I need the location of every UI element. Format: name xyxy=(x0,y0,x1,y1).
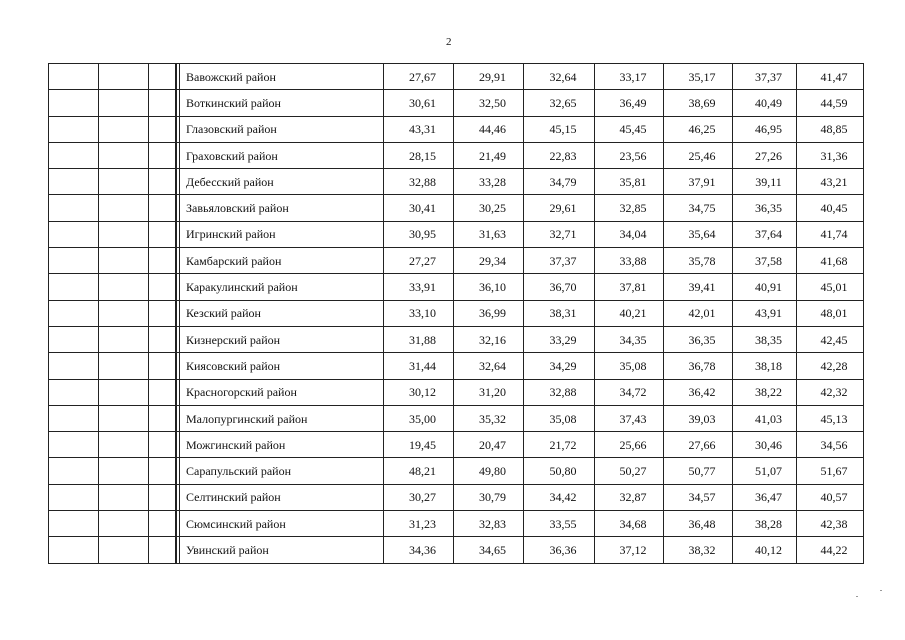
value-cell: 21,72 xyxy=(524,432,595,458)
blank-cell-c xyxy=(149,195,176,221)
scan-speck xyxy=(856,596,858,597)
value-cell: 45,45 xyxy=(595,116,664,142)
data-table xyxy=(48,63,864,564)
value-cell: 37,37 xyxy=(524,248,595,274)
district-name-cell: Камбарский район xyxy=(180,248,384,274)
value-cell: 33,17 xyxy=(595,64,664,90)
value-cell: 44,59 xyxy=(797,90,864,116)
value-cell: 30,95 xyxy=(384,221,454,247)
blank-cell-b xyxy=(99,142,149,168)
value-cell: 46,95 xyxy=(733,116,797,142)
blank-cell-a xyxy=(49,274,99,300)
value-cell: 42,28 xyxy=(797,353,864,379)
value-cell: 36,36 xyxy=(524,537,595,563)
district-name-cell: Киясовский район xyxy=(180,353,384,379)
value-cell: 40,57 xyxy=(797,484,864,510)
value-cell: 35,17 xyxy=(664,64,733,90)
blank-cell-c xyxy=(149,90,176,116)
blank-cell-c xyxy=(149,379,176,405)
value-cell: 37,64 xyxy=(733,221,797,247)
value-cell: 36,78 xyxy=(664,353,733,379)
value-cell: 30,41 xyxy=(384,195,454,221)
value-cell: 35,78 xyxy=(664,248,733,274)
value-cell: 31,88 xyxy=(384,326,454,352)
blank-cell-b xyxy=(99,432,149,458)
value-cell: 22,83 xyxy=(524,142,595,168)
value-cell: 34,35 xyxy=(595,326,664,352)
table-row xyxy=(49,537,864,563)
value-cell: 31,63 xyxy=(454,221,524,247)
blank-cell-a xyxy=(49,353,99,379)
blank-cell-a xyxy=(49,195,99,221)
district-name-cell: Сюмсинский район xyxy=(180,511,384,537)
table-row xyxy=(49,379,864,405)
table-row xyxy=(49,90,864,116)
value-cell: 31,44 xyxy=(384,353,454,379)
value-cell: 40,21 xyxy=(595,300,664,326)
district-name-cell: Глазовский район xyxy=(180,116,384,142)
value-cell: 27,66 xyxy=(664,432,733,458)
value-cell: 32,65 xyxy=(524,90,595,116)
value-cell: 40,91 xyxy=(733,274,797,300)
value-cell: 32,88 xyxy=(524,379,595,405)
blank-cell-c xyxy=(149,116,176,142)
blank-cell-c xyxy=(149,300,176,326)
table-row xyxy=(49,458,864,484)
value-cell: 34,79 xyxy=(524,169,595,195)
blank-cell-b xyxy=(99,274,149,300)
value-cell: 30,12 xyxy=(384,379,454,405)
district-name-cell: Кезский район xyxy=(180,300,384,326)
value-cell: 39,41 xyxy=(664,274,733,300)
value-cell: 48,21 xyxy=(384,458,454,484)
value-cell: 33,91 xyxy=(384,274,454,300)
value-cell: 40,49 xyxy=(733,90,797,116)
value-cell: 39,03 xyxy=(664,405,733,431)
district-name-cell: Дебесский район xyxy=(180,169,384,195)
value-cell: 34,56 xyxy=(797,432,864,458)
value-cell: 32,85 xyxy=(595,195,664,221)
value-cell: 34,36 xyxy=(384,537,454,563)
blank-cell-a xyxy=(49,64,99,90)
value-cell: 34,29 xyxy=(524,353,595,379)
value-cell: 38,18 xyxy=(733,353,797,379)
value-cell: 51,07 xyxy=(733,458,797,484)
blank-cell-c xyxy=(149,511,176,537)
value-cell: 37,81 xyxy=(595,274,664,300)
table-row xyxy=(49,405,864,431)
table-row xyxy=(49,484,864,510)
value-cell: 41,74 xyxy=(797,221,864,247)
value-cell: 19,45 xyxy=(384,432,454,458)
table-row xyxy=(49,169,864,195)
blank-cell-a xyxy=(49,90,99,116)
value-cell: 49,80 xyxy=(454,458,524,484)
value-cell: 25,66 xyxy=(595,432,664,458)
value-cell: 36,42 xyxy=(664,379,733,405)
value-cell: 33,29 xyxy=(524,326,595,352)
blank-cell-b xyxy=(99,248,149,274)
value-cell: 44,22 xyxy=(797,537,864,563)
table-row xyxy=(49,195,864,221)
value-cell: 31,20 xyxy=(454,379,524,405)
blank-cell-b xyxy=(99,405,149,431)
blank-cell-a xyxy=(49,484,99,510)
value-cell: 34,68 xyxy=(595,511,664,537)
value-cell: 42,01 xyxy=(664,300,733,326)
value-cell: 42,38 xyxy=(797,511,864,537)
value-cell: 27,26 xyxy=(733,142,797,168)
value-cell: 32,64 xyxy=(454,353,524,379)
table-row xyxy=(49,221,864,247)
value-cell: 46,25 xyxy=(664,116,733,142)
value-cell: 38,35 xyxy=(733,326,797,352)
value-cell: 27,27 xyxy=(384,248,454,274)
value-cell: 38,69 xyxy=(664,90,733,116)
district-name-cell: Завьяловский район xyxy=(180,195,384,221)
value-cell: 37,58 xyxy=(733,248,797,274)
district-name-cell: Увинский район xyxy=(180,537,384,563)
value-cell: 35,32 xyxy=(454,405,524,431)
blank-cell-c xyxy=(149,458,176,484)
blank-cell-a xyxy=(49,116,99,142)
blank-cell-c xyxy=(149,64,176,90)
blank-cell-a xyxy=(49,169,99,195)
blank-cell-c xyxy=(149,274,176,300)
value-cell: 36,99 xyxy=(454,300,524,326)
district-name-cell: Малопургинский район xyxy=(180,405,384,431)
blank-cell-b xyxy=(99,116,149,142)
value-cell: 32,71 xyxy=(524,221,595,247)
blank-cell-c xyxy=(149,432,176,458)
value-cell: 32,87 xyxy=(595,484,664,510)
value-cell: 21,49 xyxy=(454,142,524,168)
value-cell: 50,77 xyxy=(664,458,733,484)
value-cell: 40,12 xyxy=(733,537,797,563)
value-cell: 41,68 xyxy=(797,248,864,274)
value-cell: 41,03 xyxy=(733,405,797,431)
value-cell: 34,57 xyxy=(664,484,733,510)
district-name-cell: Игринский район xyxy=(180,221,384,247)
blank-cell-a xyxy=(49,511,99,537)
table-row xyxy=(49,142,864,168)
value-cell: 36,10 xyxy=(454,274,524,300)
blank-cell-a xyxy=(49,248,99,274)
value-cell: 37,12 xyxy=(595,537,664,563)
value-cell: 36,48 xyxy=(664,511,733,537)
blank-cell-a xyxy=(49,326,99,352)
value-cell: 39,11 xyxy=(733,169,797,195)
value-cell: 40,45 xyxy=(797,195,864,221)
district-name-cell: Воткинский район xyxy=(180,90,384,116)
district-name-cell: Можгинский район xyxy=(180,432,384,458)
blank-cell-c xyxy=(149,484,176,510)
value-cell: 29,34 xyxy=(454,248,524,274)
value-cell: 33,28 xyxy=(454,169,524,195)
scan-speck xyxy=(880,590,882,591)
blank-cell-a xyxy=(49,537,99,563)
district-name-cell: Кизнерский район xyxy=(180,326,384,352)
blank-cell-b xyxy=(99,458,149,484)
blank-cell-a xyxy=(49,142,99,168)
table-body xyxy=(49,64,864,564)
value-cell: 45,13 xyxy=(797,405,864,431)
value-cell: 30,79 xyxy=(454,484,524,510)
blank-cell-c xyxy=(149,537,176,563)
value-cell: 36,49 xyxy=(595,90,664,116)
value-cell: 30,61 xyxy=(384,90,454,116)
value-cell: 30,46 xyxy=(733,432,797,458)
value-cell: 48,85 xyxy=(797,116,864,142)
value-cell: 38,32 xyxy=(664,537,733,563)
value-cell: 43,91 xyxy=(733,300,797,326)
value-cell: 20,47 xyxy=(454,432,524,458)
value-cell: 41,47 xyxy=(797,64,864,90)
value-cell: 34,65 xyxy=(454,537,524,563)
value-cell: 38,28 xyxy=(733,511,797,537)
table-row xyxy=(49,300,864,326)
district-name-cell: Каракулинский район xyxy=(180,274,384,300)
value-cell: 32,88 xyxy=(384,169,454,195)
value-cell: 29,61 xyxy=(524,195,595,221)
value-cell: 31,23 xyxy=(384,511,454,537)
value-cell: 32,50 xyxy=(454,90,524,116)
district-name-cell: Вавожский район xyxy=(180,64,384,90)
blank-cell-b xyxy=(99,300,149,326)
value-cell: 51,67 xyxy=(797,458,864,484)
value-cell: 23,56 xyxy=(595,142,664,168)
value-cell: 33,88 xyxy=(595,248,664,274)
blank-cell-a xyxy=(49,300,99,326)
blank-cell-b xyxy=(99,221,149,247)
value-cell: 45,01 xyxy=(797,274,864,300)
table-row xyxy=(49,353,864,379)
value-cell: 29,91 xyxy=(454,64,524,90)
value-cell: 32,83 xyxy=(454,511,524,537)
value-cell: 42,32 xyxy=(797,379,864,405)
blank-cell-c xyxy=(149,221,176,247)
blank-cell-b xyxy=(99,511,149,537)
blank-cell-c xyxy=(149,405,176,431)
blank-cell-c xyxy=(149,353,176,379)
blank-cell-a xyxy=(49,432,99,458)
value-cell: 37,91 xyxy=(664,169,733,195)
value-cell: 31,36 xyxy=(797,142,864,168)
blank-cell-b xyxy=(99,326,149,352)
value-cell: 35,08 xyxy=(524,405,595,431)
blank-cell-b xyxy=(99,90,149,116)
value-cell: 32,16 xyxy=(454,326,524,352)
value-cell: 32,64 xyxy=(524,64,595,90)
district-name-cell: Красногорский район xyxy=(180,379,384,405)
value-cell: 30,27 xyxy=(384,484,454,510)
blank-cell-b xyxy=(99,195,149,221)
value-cell: 34,04 xyxy=(595,221,664,247)
value-cell: 35,00 xyxy=(384,405,454,431)
value-cell: 33,10 xyxy=(384,300,454,326)
value-cell: 35,81 xyxy=(595,169,664,195)
value-cell: 34,72 xyxy=(595,379,664,405)
value-cell: 38,22 xyxy=(733,379,797,405)
blank-cell-a xyxy=(49,405,99,431)
blank-cell-c xyxy=(149,142,176,168)
table-row xyxy=(49,248,864,274)
blank-cell-c xyxy=(149,326,176,352)
value-cell: 30,25 xyxy=(454,195,524,221)
blank-cell-b xyxy=(99,64,149,90)
value-cell: 36,47 xyxy=(733,484,797,510)
district-name-cell: Граховский район xyxy=(180,142,384,168)
blank-cell-c xyxy=(149,248,176,274)
value-cell: 38,31 xyxy=(524,300,595,326)
value-cell: 36,35 xyxy=(664,326,733,352)
value-cell: 25,46 xyxy=(664,142,733,168)
value-cell: 48,01 xyxy=(797,300,864,326)
district-name-cell: Селтинский район xyxy=(180,484,384,510)
value-cell: 28,15 xyxy=(384,142,454,168)
table-row xyxy=(49,326,864,352)
value-cell: 36,70 xyxy=(524,274,595,300)
blank-cell-c xyxy=(149,169,176,195)
value-cell: 34,42 xyxy=(524,484,595,510)
blank-cell-b xyxy=(99,484,149,510)
value-cell: 42,45 xyxy=(797,326,864,352)
table-row xyxy=(49,274,864,300)
value-cell: 35,64 xyxy=(664,221,733,247)
table-row xyxy=(49,116,864,142)
blank-cell-b xyxy=(99,169,149,195)
value-cell: 50,80 xyxy=(524,458,595,484)
blank-cell-b xyxy=(99,353,149,379)
value-cell: 35,08 xyxy=(595,353,664,379)
blank-cell-a xyxy=(49,221,99,247)
value-cell: 44,46 xyxy=(454,116,524,142)
value-cell: 43,31 xyxy=(384,116,454,142)
value-cell: 33,55 xyxy=(524,511,595,537)
blank-cell-a xyxy=(49,379,99,405)
blank-cell-b xyxy=(99,537,149,563)
table-row xyxy=(49,511,864,537)
value-cell: 37,37 xyxy=(733,64,797,90)
blank-cell-a xyxy=(49,458,99,484)
page-number: 2 xyxy=(446,36,452,48)
value-cell: 45,15 xyxy=(524,116,595,142)
value-cell: 50,27 xyxy=(595,458,664,484)
value-cell: 34,75 xyxy=(664,195,733,221)
value-cell: 36,35 xyxy=(733,195,797,221)
table-row xyxy=(49,64,864,90)
value-cell: 27,67 xyxy=(384,64,454,90)
value-cell: 37,43 xyxy=(595,405,664,431)
blank-cell-b xyxy=(99,379,149,405)
district-name-cell: Сарапульский район xyxy=(180,458,384,484)
table-row xyxy=(49,432,864,458)
value-cell: 43,21 xyxy=(797,169,864,195)
